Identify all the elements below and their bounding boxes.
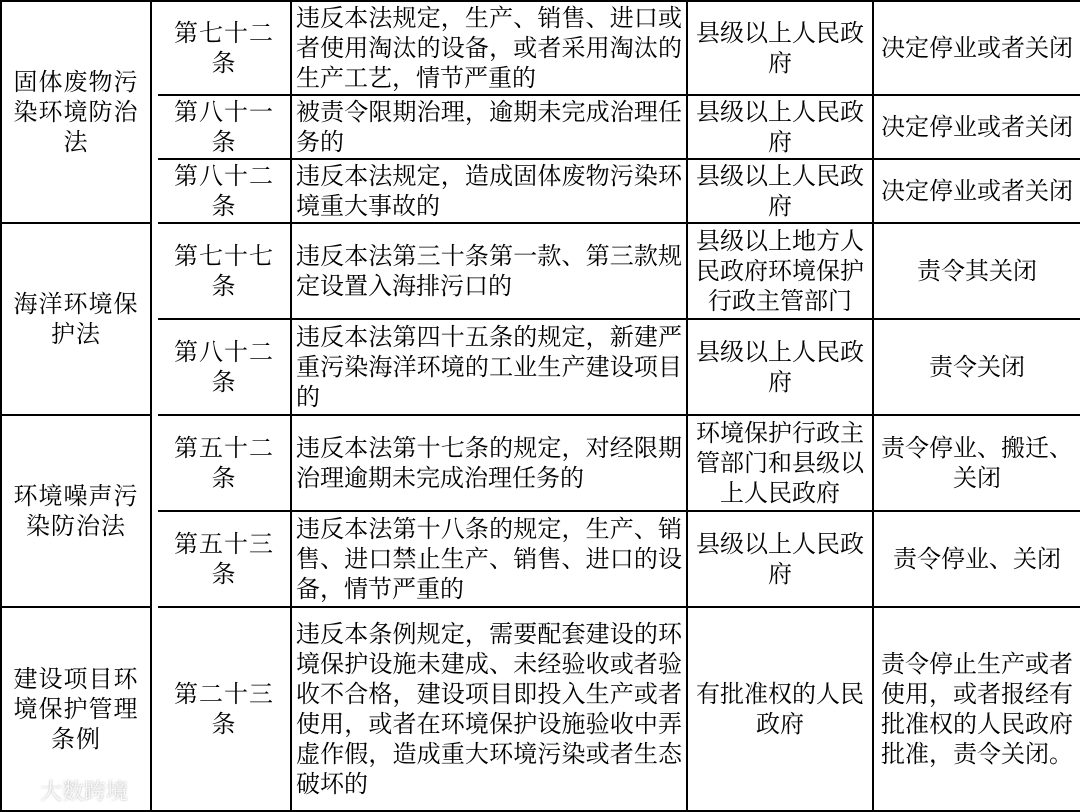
description-cell xyxy=(292,2,688,96)
violation-description: 违反本法第十八条的规定，生产、销售、进口禁止生产、销售、进口的设备，情节严重的 xyxy=(296,515,682,603)
article-cell xyxy=(158,160,292,224)
article-number: 第二十三条 xyxy=(174,680,274,738)
article-number: 第五十二条 xyxy=(174,434,274,492)
authority: 县级以上人民政府 xyxy=(696,98,864,156)
authority: 县级以上人民政府 xyxy=(696,19,864,77)
table-row xyxy=(2,96,1080,160)
authority-cell xyxy=(688,2,874,96)
law-name: 建设项目环境保护管理条例 xyxy=(13,665,139,753)
penalty: 责令其关闭 xyxy=(917,257,1037,285)
violation-description: 违反本法第十七条的规定，对经限期治理逾期未完成治理任务的 xyxy=(296,434,682,492)
authority: 有批准权的人民政府 xyxy=(696,680,864,738)
article-number: 第五十三条 xyxy=(174,530,274,588)
authority: 县级以上人民政府 xyxy=(696,162,864,220)
penalty-cell xyxy=(874,224,1080,320)
article-cell xyxy=(158,224,292,320)
law-name-cell xyxy=(2,224,152,416)
description-cell xyxy=(292,320,688,416)
article-cell xyxy=(158,320,292,416)
watermark-text: 大数跨境 xyxy=(40,780,129,805)
law-name-cell xyxy=(2,2,152,224)
penalty-cell xyxy=(874,96,1080,160)
penalty-cell xyxy=(874,160,1080,224)
article-cell xyxy=(158,512,292,608)
violation-description: 违反本法第四十五条的规定，新建严重污染海洋环境的工业生产建设项目的 xyxy=(296,323,682,411)
authority: 县级以上人民政府 xyxy=(696,530,864,588)
article-cell xyxy=(158,96,292,160)
authority: 县级以上人民政府 xyxy=(696,338,864,396)
table-row xyxy=(2,320,1080,416)
authority-cell xyxy=(688,320,874,416)
description-cell xyxy=(292,160,688,224)
authority-cell xyxy=(688,608,874,812)
law-name-cell xyxy=(2,416,152,608)
table-row xyxy=(2,416,1080,512)
authority: 县级以上地方人民政府环境保护行政主管部门 xyxy=(696,227,864,315)
article-cell xyxy=(158,2,292,96)
article-cell xyxy=(158,416,292,512)
penalty: 决定停业或者关闭 xyxy=(881,177,1073,205)
penalty: 责令关闭 xyxy=(929,353,1025,381)
article-number: 第八十一条 xyxy=(174,98,274,156)
violation-description: 违反本法规定，生产、销售、进口或者使用淘汰的设备，或者采用淘汰的生产工艺，情节严重的 xyxy=(296,4,682,92)
penalty-cell xyxy=(874,320,1080,416)
description-cell xyxy=(292,96,688,160)
authority-cell xyxy=(688,512,874,608)
penalty-cell xyxy=(874,416,1080,512)
violation-description: 违反本条例规定，需要配套建设的环境保护设施未建成、未经验收或者验收不合格，建设项目即投入生产或者使用，或者在环境保护设施验收中弄虚作假，造成重大环境污染或者生态破坏的 xyxy=(296,620,682,798)
law-name-cell xyxy=(2,608,152,812)
authority-cell xyxy=(688,224,874,320)
description-cell xyxy=(292,512,688,608)
description-cell xyxy=(292,608,688,812)
table-row xyxy=(2,160,1080,224)
authority-cell xyxy=(688,96,874,160)
description-cell xyxy=(292,416,688,512)
violation-description: 违反本法规定，造成固体废物污染环境重大事故的 xyxy=(296,162,682,220)
description-cell xyxy=(292,224,688,320)
penalty: 责令停止生产或者使用，或者报经有批准权的人民政府批准，责令关闭。 xyxy=(881,650,1073,768)
table-row xyxy=(2,2,1080,96)
penalty: 决定停业或者关闭 xyxy=(881,34,1073,62)
penalty-cell xyxy=(874,608,1080,812)
authority-cell xyxy=(688,160,874,224)
penalty-cell xyxy=(874,512,1080,608)
table-row xyxy=(2,224,1080,320)
authority: 环境保护行政主管部门和县级以上人民政府 xyxy=(696,419,864,507)
law-name: 固体废物污染环境防治法 xyxy=(13,68,139,156)
article-number: 第八十二条 xyxy=(174,162,274,220)
table-row xyxy=(2,512,1080,608)
penalty-cell xyxy=(874,2,1080,96)
article-cell xyxy=(158,608,292,812)
violation-description: 违反本法第三十条第一款、第三款规定设置入海排污口的 xyxy=(296,242,682,300)
authority-cell xyxy=(688,416,874,512)
violation-description: 被责令限期治理，逾期未完成治理任务的 xyxy=(296,98,682,156)
law-name: 环境噪声污染防治法 xyxy=(13,482,139,540)
article-number: 第七十七条 xyxy=(174,242,274,300)
article-number: 第七十二条 xyxy=(174,19,274,77)
penalty: 责令停业、搬迁、关闭 xyxy=(881,434,1073,492)
table-row xyxy=(2,608,1080,812)
law-name: 海洋环境保护法 xyxy=(13,290,139,348)
penalty: 责令停业、关闭 xyxy=(893,545,1061,573)
article-number: 第八十二条 xyxy=(174,338,274,396)
penalty: 决定停业或者关闭 xyxy=(881,113,1073,141)
